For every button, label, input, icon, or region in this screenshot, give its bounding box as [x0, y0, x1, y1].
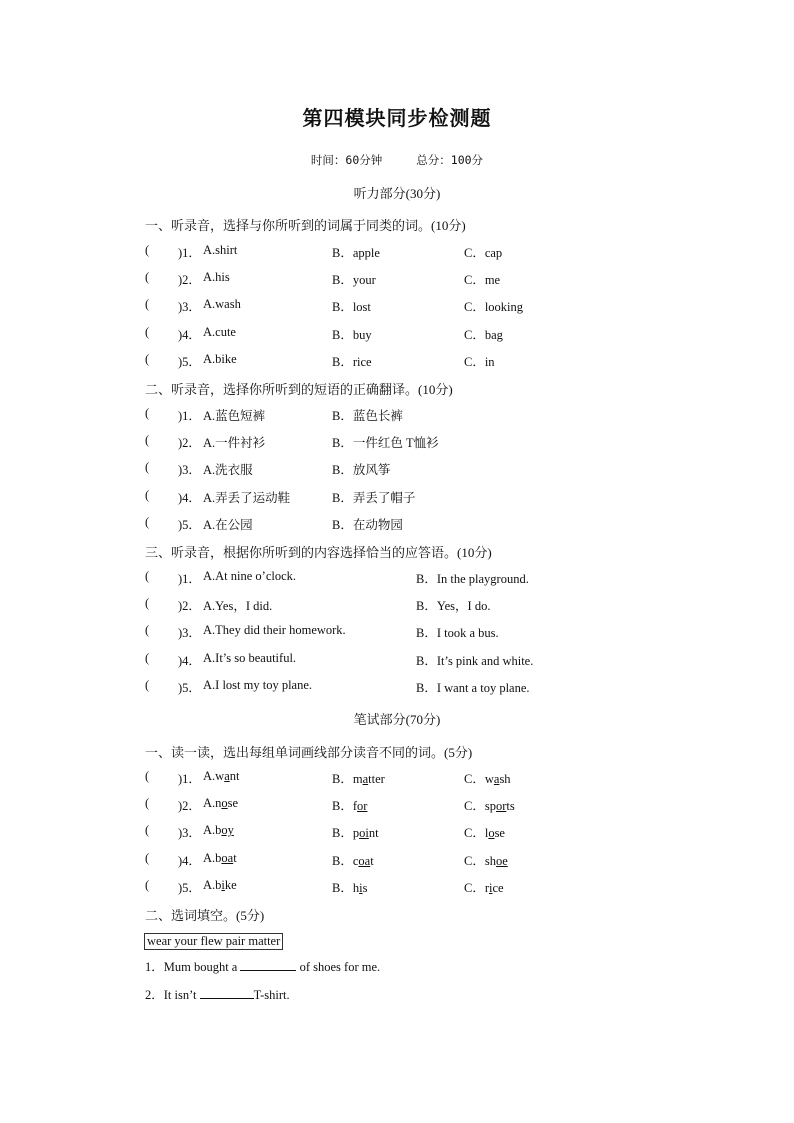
underlined-letters: oy [221, 823, 234, 838]
word-part: C．sh [464, 853, 496, 868]
word-part: A.b [203, 877, 222, 892]
question-number: )2． [178, 799, 201, 814]
word-part: se [494, 826, 505, 841]
word-part: B．f [332, 799, 358, 814]
exam-meta [0, 152, 794, 168]
option-a: A.his [203, 270, 230, 285]
option-b [332, 823, 379, 841]
question-number: )4． [178, 853, 201, 868]
word-bank-box: wear your flew pair matter [144, 933, 283, 950]
option-c [464, 823, 505, 841]
underlined-letters: a [493, 772, 500, 786]
word-part: ts [506, 799, 515, 814]
answer-blank[interactable] [200, 987, 254, 999]
word-part: B．m [332, 772, 363, 786]
underlined-letters: o [488, 826, 495, 841]
word-part: A.w [203, 769, 225, 783]
underlined-letters: a [362, 772, 369, 786]
option-b: B．I took a bus. [416, 626, 499, 641]
option-b [332, 851, 374, 869]
answer-slot[interactable]: ( [145, 823, 150, 838]
answer-slot[interactable]: ( [145, 796, 150, 811]
word-part: t [233, 850, 237, 865]
question-number: )3． [178, 826, 201, 841]
option-a [203, 878, 237, 893]
answer-slot[interactable]: ( [145, 569, 150, 583]
option-a: A.shirt [203, 243, 238, 257]
word-part: tter [368, 772, 385, 786]
listening-section-heading: 听力部分(30分) [353, 186, 441, 201]
word-part: C．sp [464, 799, 496, 814]
question-number: )2． [178, 436, 201, 451]
fill-sentence [145, 985, 290, 1003]
underlined-letters: oa [358, 853, 371, 868]
answer-slot[interactable]: ( [145, 677, 150, 692]
word-part: se [227, 796, 239, 811]
underlined-letters: i [221, 877, 225, 892]
option-b: B．一件红色 T恤衫 [332, 436, 439, 451]
answer-slot[interactable]: ( [145, 514, 150, 529]
word-part: t [370, 853, 374, 868]
answer-slot[interactable]: ( [145, 270, 150, 285]
word-part: sh [499, 772, 511, 786]
option-c [464, 769, 511, 787]
option-b: B．I want a toy plane. [416, 680, 530, 695]
answer-slot[interactable]: ( [145, 487, 150, 502]
answer-slot[interactable]: ( [145, 406, 150, 420]
option-b: B．lost [332, 300, 371, 315]
word-part: ce [492, 880, 504, 895]
answer-slot[interactable]: ( [145, 650, 150, 665]
option-b: B．It’s pink and white. [416, 653, 534, 668]
written-q1-heading: 一、读一读，选出每组单词画线部分读音不同的词。(5分) [145, 745, 473, 760]
option-a [203, 823, 234, 838]
option-a [203, 796, 238, 811]
option-b: B．rice [332, 354, 372, 369]
option-b: B．your [332, 273, 376, 288]
question-number: )5． [178, 517, 201, 532]
word-part: B．c [332, 853, 359, 868]
word-part: A.b [203, 823, 222, 838]
sentence-text: of shoes for me. [296, 960, 381, 974]
option-c: C．looking [464, 300, 524, 315]
word-part: B．p [332, 826, 360, 841]
word-part: nt [368, 826, 379, 841]
answer-slot[interactable]: ( [145, 877, 150, 892]
listening-q1-heading: 一、听录音，选择与你所听到的词属于同类的词。(10分) [145, 218, 466, 233]
total-score: 总分：100分 [416, 153, 484, 167]
question-number: )2． [178, 599, 201, 614]
answer-slot[interactable]: ( [145, 243, 150, 257]
question-number: )1． [178, 409, 201, 423]
option-c [464, 796, 515, 814]
answer-slot[interactable]: ( [145, 433, 150, 448]
question-number: )3． [178, 463, 201, 478]
option-b [332, 878, 367, 896]
option-b: B．蓝色长裤 [332, 409, 403, 423]
word-part: ke [224, 877, 237, 892]
word-part: nt [229, 769, 240, 783]
answer-slot[interactable]: ( [145, 460, 150, 475]
answer-slot[interactable]: ( [145, 623, 150, 638]
listening-q2-heading: 二、听录音，选择你所听到的短语的正确翻译。(10分) [145, 382, 453, 397]
option-a: A.一件衬衫 [203, 436, 266, 451]
question-number: )3． [178, 626, 201, 641]
option-a: A.It’s so beautiful. [203, 650, 297, 665]
option-b [332, 769, 385, 787]
underlined-letters: oa [221, 850, 234, 865]
question-number: )4． [178, 653, 201, 668]
option-b: B．Yes，I do. [416, 599, 491, 614]
time-limit: 时间：60分钟 [310, 153, 383, 167]
option-c: C．me [464, 273, 501, 288]
option-a [203, 851, 237, 866]
underlined-letters: i [489, 880, 493, 895]
underlined-letters: i [359, 880, 363, 895]
option-a: A.在公园 [203, 517, 253, 532]
option-a: A.I lost my toy plane. [203, 677, 313, 692]
question-number: )3． [178, 300, 201, 315]
answer-slot[interactable]: ( [145, 850, 150, 865]
word-part: C．l [464, 826, 489, 841]
option-c [464, 878, 504, 896]
option-c [464, 851, 508, 869]
option-a: A.They did their homework. [203, 623, 346, 638]
word-part: C．w [464, 772, 494, 786]
option-a: A.洗衣服 [203, 463, 253, 478]
option-b: B．In the playground. [416, 572, 529, 586]
option-a [203, 769, 239, 784]
question-number: )5． [178, 680, 201, 695]
word-part: B．h [332, 880, 360, 895]
question-number: )1． [178, 246, 201, 260]
sentence-text: T-shirt. [253, 988, 290, 1002]
question-number: )5． [178, 354, 201, 369]
option-a: A.wash [203, 297, 241, 312]
page-title: 第四模块同步检测题 [302, 106, 492, 130]
underlined-letters: a [224, 769, 230, 783]
option-a: A.bike [203, 351, 237, 366]
listening-q3-heading: 三、听录音，根据你所听到的内容选择恰当的应答语。(10分) [145, 545, 492, 560]
underlined-letters: or [495, 799, 507, 814]
option-c: C．cap [464, 246, 503, 260]
underlined-letters: oi [359, 826, 369, 841]
option-b: B．弄丢了帽子 [332, 490, 416, 505]
sentence-text: 1．Mum bought a [145, 960, 241, 974]
option-c: C．bag [464, 327, 503, 342]
option-b: B．在动物园 [332, 517, 403, 532]
question-number: )1． [178, 772, 201, 786]
answer-slot[interactable]: ( [145, 596, 150, 611]
option-a: A.At nine o’clock. [203, 569, 297, 583]
option-a: A.Yes，I did. [203, 599, 273, 614]
underlined-letters: oe [495, 853, 508, 868]
underlined-letters: o [221, 796, 228, 811]
answer-slot[interactable]: ( [145, 769, 150, 783]
answer-slot[interactable]: ( [145, 351, 150, 366]
option-b: B．apple [332, 246, 380, 260]
option-a: A.cute [203, 324, 236, 339]
question-number: )5． [178, 880, 201, 895]
underlined-letters: or [357, 799, 368, 814]
option-c: C．in [464, 354, 495, 369]
question-number: )1． [178, 572, 201, 586]
option-b: B．放风筝 [332, 463, 391, 478]
word-part: A.n [203, 796, 222, 811]
written-q2-heading: 二、选词填空。(5分) [145, 908, 265, 923]
written-section-heading: 笔试部分(70分) [353, 712, 441, 727]
option-b: B．buy [332, 327, 372, 342]
option-a: A.弄丢了运动鞋 [203, 490, 291, 505]
question-number: )2． [178, 273, 201, 288]
word-part: C．r [464, 880, 490, 895]
word-part: A.b [203, 850, 222, 865]
answer-slot[interactable]: ( [145, 297, 150, 312]
answer-blank[interactable] [240, 959, 296, 971]
question-number: )4． [178, 490, 201, 505]
sentence-text: 2．It isn’t [145, 988, 200, 1002]
option-b [332, 796, 367, 814]
question-number: )4． [178, 327, 201, 342]
word-part: s [362, 880, 368, 895]
fill-sentence [145, 957, 380, 975]
answer-slot[interactable]: ( [145, 324, 150, 339]
option-a: A.蓝色短裤 [203, 409, 266, 423]
